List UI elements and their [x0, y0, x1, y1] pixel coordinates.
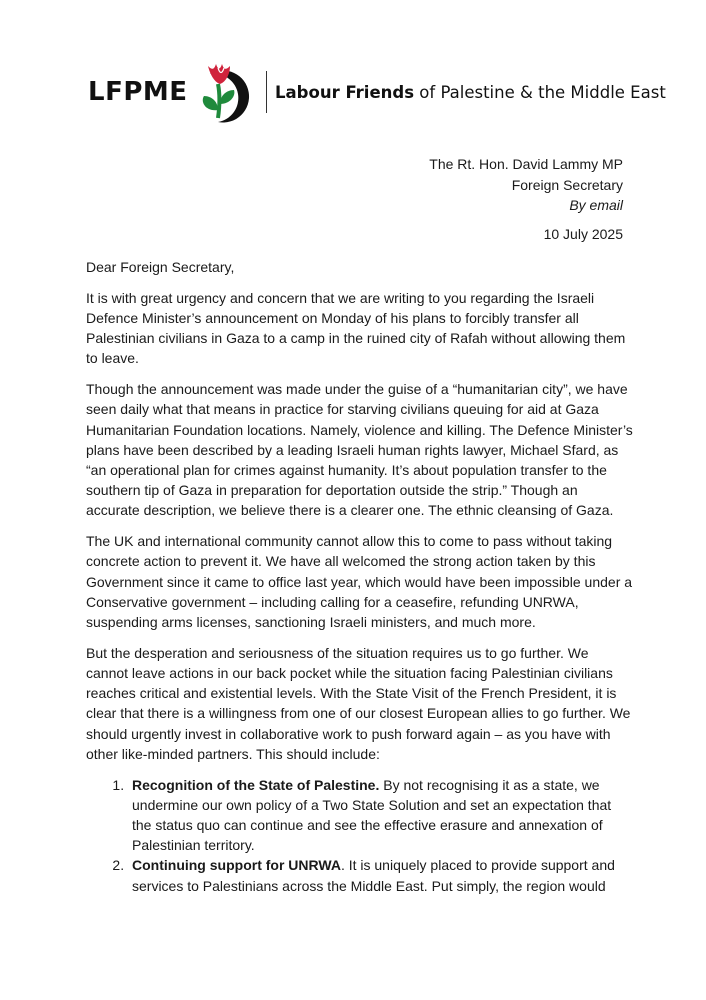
- paragraph-2: Though the announcement was made under the guise of a “humanitarian city”, we have seen daily what that means in practice for starving civilians queuing for aid at Gaza Humanitarian Foundation locations. Namely, violence and killing. The Defence Minister’s plans have been described by a leading Israeli human rights lawyer, Michael Sfard, as “an operational plan for crimes against humanity. It’s about population transfer to the southern tip of Gaza in preparation for deportation outside the strip.” Though an accurate description, we believe there is a clearer one. The ethnic cleansing of Gaza.: [86, 381, 633, 519]
- org-name-bold: Labour Friends: [275, 82, 415, 102]
- list-item-text: . It is uniquely placed to provide support and services to Palestinians across the Middle East. Put simply, the region would: [132, 857, 615, 894]
- recipient-block: [429, 154, 623, 216]
- header-divider: [266, 71, 268, 113]
- paragraph-4: But the desperation and seriousness of the situation requires us to go further. We cannot leave actions in our back pocket while the situation facing Palestinian civilians reaches critical and existential levels. With the State Visit of the French President, it is clear that there is a willingness from one of our closest European allies to go further. We should urgently invest in collaborative work to push forward again – as you have with other like-minded partners. This should include:: [86, 644, 631, 762]
- letterhead: [88, 60, 666, 124]
- paragraph-1: It is with great urgency and concern that we are writing to you regarding the Israeli Defence Minister’s announcement on Monday of his plans to forcibly transfer all Palestinian civilians in Gaza to a camp in the ruined city of Rafah without allowing them to leave.: [86, 289, 626, 367]
- delivery-method: By email: [569, 197, 623, 213]
- salutation: Dear Foreign Secretary,: [86, 259, 235, 275]
- list-item-text: By not recognising it as a state, we undermine our own policy of a Two State Solution and set an expectation that the status quo can continue and see the effective erasure and annexation of Palestinian territory.: [132, 776, 612, 854]
- list-item: [128, 855, 634, 895]
- letter-date: 10 July 2025: [543, 226, 623, 242]
- org-abbreviation: LFPME: [88, 77, 188, 107]
- recipient-title: Foreign Secretary: [511, 176, 623, 193]
- demands-list: [86, 775, 634, 896]
- letter-body: [86, 257, 634, 896]
- list-item-heading: Recognition of the State of Palestine.: [132, 776, 380, 793]
- rose-logo-icon: [196, 60, 252, 124]
- list-item-heading: Continuing support for UNRWA: [132, 857, 341, 874]
- recipient-name: The Rt. Hon. David Lammy MP: [429, 156, 623, 172]
- paragraph-3: The UK and international community cannot allow this to come to pass without taking concrete action to prevent it. We have all welcomed the strong action taken by this Government since it came to office last year, which would have been impossible under a Conservative government – including calling for a ceasefire, refunding UNRWA, suspending arms licenses, sanctioning Israeli ministers, and much more.: [86, 533, 633, 631]
- org-name: [275, 83, 666, 102]
- list-item: [128, 775, 634, 856]
- org-name-rest: of Palestine & the Middle East: [414, 82, 666, 102]
